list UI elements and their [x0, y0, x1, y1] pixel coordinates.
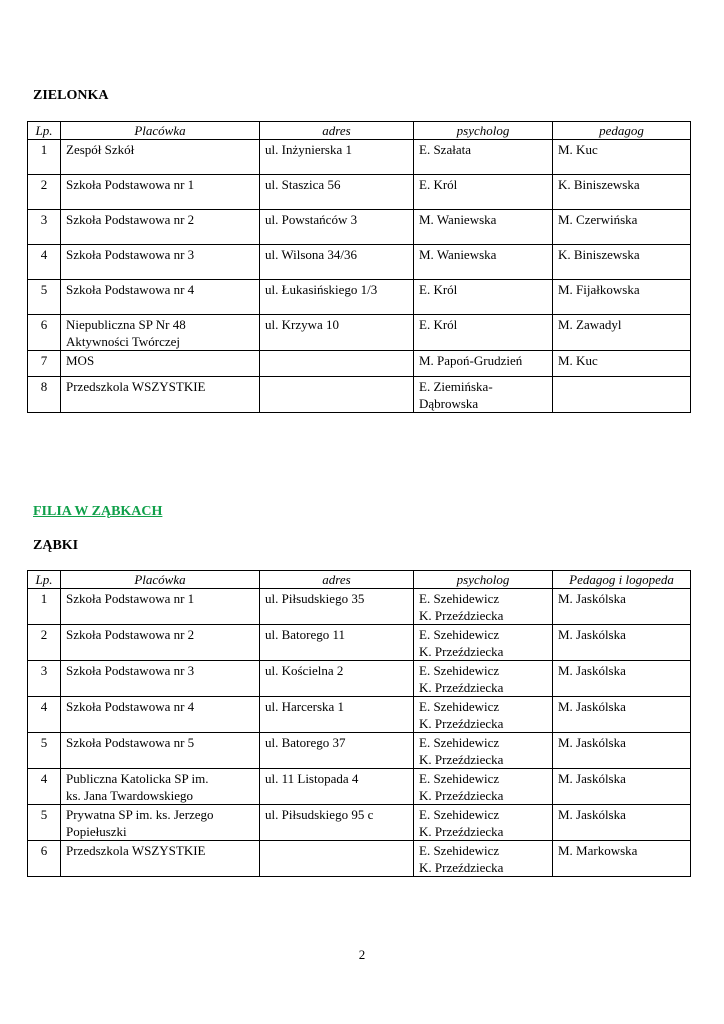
adres-cell: ul. Łukasińskiego 1/3	[260, 280, 414, 315]
table-row	[28, 280, 691, 315]
col-adres-header: adres	[260, 122, 414, 140]
placowka-cell: Szkoła Podstawowa nr 3	[61, 245, 260, 280]
adres-cell: ul. Inżynierska 1	[260, 140, 414, 175]
adres-cell: ul. Kościelna 2	[260, 661, 414, 697]
branch-heading: FILIA W ZĄBKACH	[33, 504, 163, 519]
pedagog-cell: M. Markowska	[553, 841, 691, 877]
table-row	[28, 805, 691, 841]
pedagog-cell: M. Fijałkowska	[553, 280, 691, 315]
placowka-cell: Przedszkola WSZYSTKIE	[61, 377, 260, 413]
pedagog-cell: M. Jaskólska	[553, 625, 691, 661]
lp-cell: 6	[28, 315, 61, 351]
lp-cell: 5	[28, 280, 61, 315]
psycholog-cell: E. Szałata	[414, 140, 553, 175]
pedagog-cell: M. Kuc	[553, 140, 691, 175]
adres-cell: ul. Staszica 56	[260, 175, 414, 210]
table-row	[28, 210, 691, 245]
pedagog-cell: M. Zawadyl	[553, 315, 691, 351]
adres-cell: ul. Wilsona 34/36	[260, 245, 414, 280]
adres-cell: ul. Piłsudskiego 35	[260, 589, 414, 625]
placowka-cell: Prywatna SP im. ks. Jerzego Popiełuszki	[61, 805, 260, 841]
col-pedagog-logopeda-header: Pedagog i logopeda	[553, 571, 691, 589]
table-row	[28, 733, 691, 769]
psycholog-cell: E. Szehidewicz K. Przeździecka	[414, 841, 553, 877]
lp-cell: 7	[28, 351, 61, 377]
placowka-cell: Szkoła Podstawowa nr 2	[61, 625, 260, 661]
lp-cell: 3	[28, 661, 61, 697]
adres-cell: ul. Batorego 11	[260, 625, 414, 661]
col-lp-header: Lp.	[28, 122, 61, 140]
table-row	[28, 351, 691, 377]
pedagog-cell: M. Czerwińska	[553, 210, 691, 245]
lp-cell: 2	[28, 625, 61, 661]
table-header-row	[28, 571, 691, 589]
psycholog-cell: E. Król	[414, 175, 553, 210]
pedagog-cell: M. Jaskólska	[553, 733, 691, 769]
pedagog-cell	[553, 377, 691, 413]
adres-cell	[260, 377, 414, 413]
psycholog-cell: E. Szehidewicz K. Przeździecka	[414, 589, 553, 625]
placowka-cell: MOS	[61, 351, 260, 377]
table-row	[28, 841, 691, 877]
table-row	[28, 589, 691, 625]
placowka-cell: Przedszkola WSZYSTKIE	[61, 841, 260, 877]
adres-cell: ul. Piłsudskiego 95 c	[260, 805, 414, 841]
col-placowka-header: Placówka	[61, 122, 260, 140]
table-header-row	[28, 122, 691, 140]
table-row	[28, 697, 691, 733]
placowka-cell: Szkoła Podstawowa nr 5	[61, 733, 260, 769]
col-psycholog-header: psycholog	[414, 122, 553, 140]
lp-cell: 3	[28, 210, 61, 245]
col-lp-header: Lp.	[28, 571, 61, 589]
pedagog-cell: K. Biniszewska	[553, 175, 691, 210]
psycholog-cell: E. Król	[414, 280, 553, 315]
pedagog-cell: M. Jaskólska	[553, 769, 691, 805]
adres-cell	[260, 351, 414, 377]
psycholog-cell: E. Szehidewicz K. Przeździecka	[414, 769, 553, 805]
placowka-cell: Szkoła Podstawowa nr 3	[61, 661, 260, 697]
adres-cell	[260, 841, 414, 877]
psycholog-cell: M. Waniewska	[414, 245, 553, 280]
zielonka-heading: ZIELONKA	[33, 88, 109, 103]
psycholog-cell: E. Szehidewicz K. Przeździecka	[414, 697, 553, 733]
psycholog-cell: E. Król	[414, 315, 553, 351]
table-row	[28, 769, 691, 805]
psycholog-cell: E. Szehidewicz K. Przeździecka	[414, 625, 553, 661]
lp-cell: 8	[28, 377, 61, 413]
col-psycholog-header: psycholog	[414, 571, 553, 589]
placowka-cell: Szkoła Podstawowa nr 4	[61, 280, 260, 315]
page-number: 2	[358, 947, 366, 962]
adres-cell: ul. 11 Listopada 4	[260, 769, 414, 805]
lp-cell: 2	[28, 175, 61, 210]
col-pedagog-header: pedagog	[553, 122, 691, 140]
adres-cell: ul. Powstańców 3	[260, 210, 414, 245]
lp-cell: 5	[28, 805, 61, 841]
table-row	[28, 175, 691, 210]
lp-cell: 5	[28, 733, 61, 769]
pedagog-cell: M. Kuc	[553, 351, 691, 377]
psycholog-cell: E. Szehidewicz K. Przeździecka	[414, 733, 553, 769]
pedagog-cell: M. Jaskólska	[553, 661, 691, 697]
pedagog-cell: M. Jaskólska	[553, 589, 691, 625]
lp-cell: 4	[28, 245, 61, 280]
lp-cell: 1	[28, 589, 61, 625]
psycholog-cell: E. Ziemińska- Dąbrowska	[414, 377, 553, 413]
zielonka-table	[27, 121, 691, 413]
lp-cell: 6	[28, 841, 61, 877]
placowka-cell: Publiczna Katolicka SP im. ks. Jana Twardowskiego	[61, 769, 260, 805]
adres-cell: ul. Harcerska 1	[260, 697, 414, 733]
psycholog-cell: E. Szehidewicz K. Przeździecka	[414, 805, 553, 841]
pedagog-cell: M. Jaskólska	[553, 805, 691, 841]
placowka-cell: Szkoła Podstawowa nr 2	[61, 210, 260, 245]
adres-cell: ul. Krzywa 10	[260, 315, 414, 351]
col-placowka-header: Placówka	[61, 571, 260, 589]
table-row	[28, 315, 691, 351]
table-row	[28, 377, 691, 413]
lp-cell: 4	[28, 697, 61, 733]
table-row	[28, 245, 691, 280]
placowka-cell: Niepubliczna SP Nr 48 Aktywności Twórczej	[61, 315, 260, 351]
pedagog-cell: K. Biniszewska	[553, 245, 691, 280]
table-row	[28, 661, 691, 697]
table-row	[28, 140, 691, 175]
lp-cell: 4	[28, 769, 61, 805]
psycholog-cell: M. Papoń-Grudzień	[414, 351, 553, 377]
zabki-heading: ZĄBKI	[33, 538, 79, 553]
table-row	[28, 625, 691, 661]
adres-cell: ul. Batorego 37	[260, 733, 414, 769]
zabki-table	[27, 570, 691, 877]
placowka-cell: Zespół Szkół	[61, 140, 260, 175]
placowka-cell: Szkoła Podstawowa nr 1	[61, 589, 260, 625]
psycholog-cell: E. Szehidewicz K. Przeździecka	[414, 661, 553, 697]
col-adres-header: adres	[260, 571, 414, 589]
placowka-cell: Szkoła Podstawowa nr 4	[61, 697, 260, 733]
psycholog-cell: M. Waniewska	[414, 210, 553, 245]
lp-cell: 1	[28, 140, 61, 175]
pedagog-cell: M. Jaskólska	[553, 697, 691, 733]
placowka-cell: Szkoła Podstawowa nr 1	[61, 175, 260, 210]
